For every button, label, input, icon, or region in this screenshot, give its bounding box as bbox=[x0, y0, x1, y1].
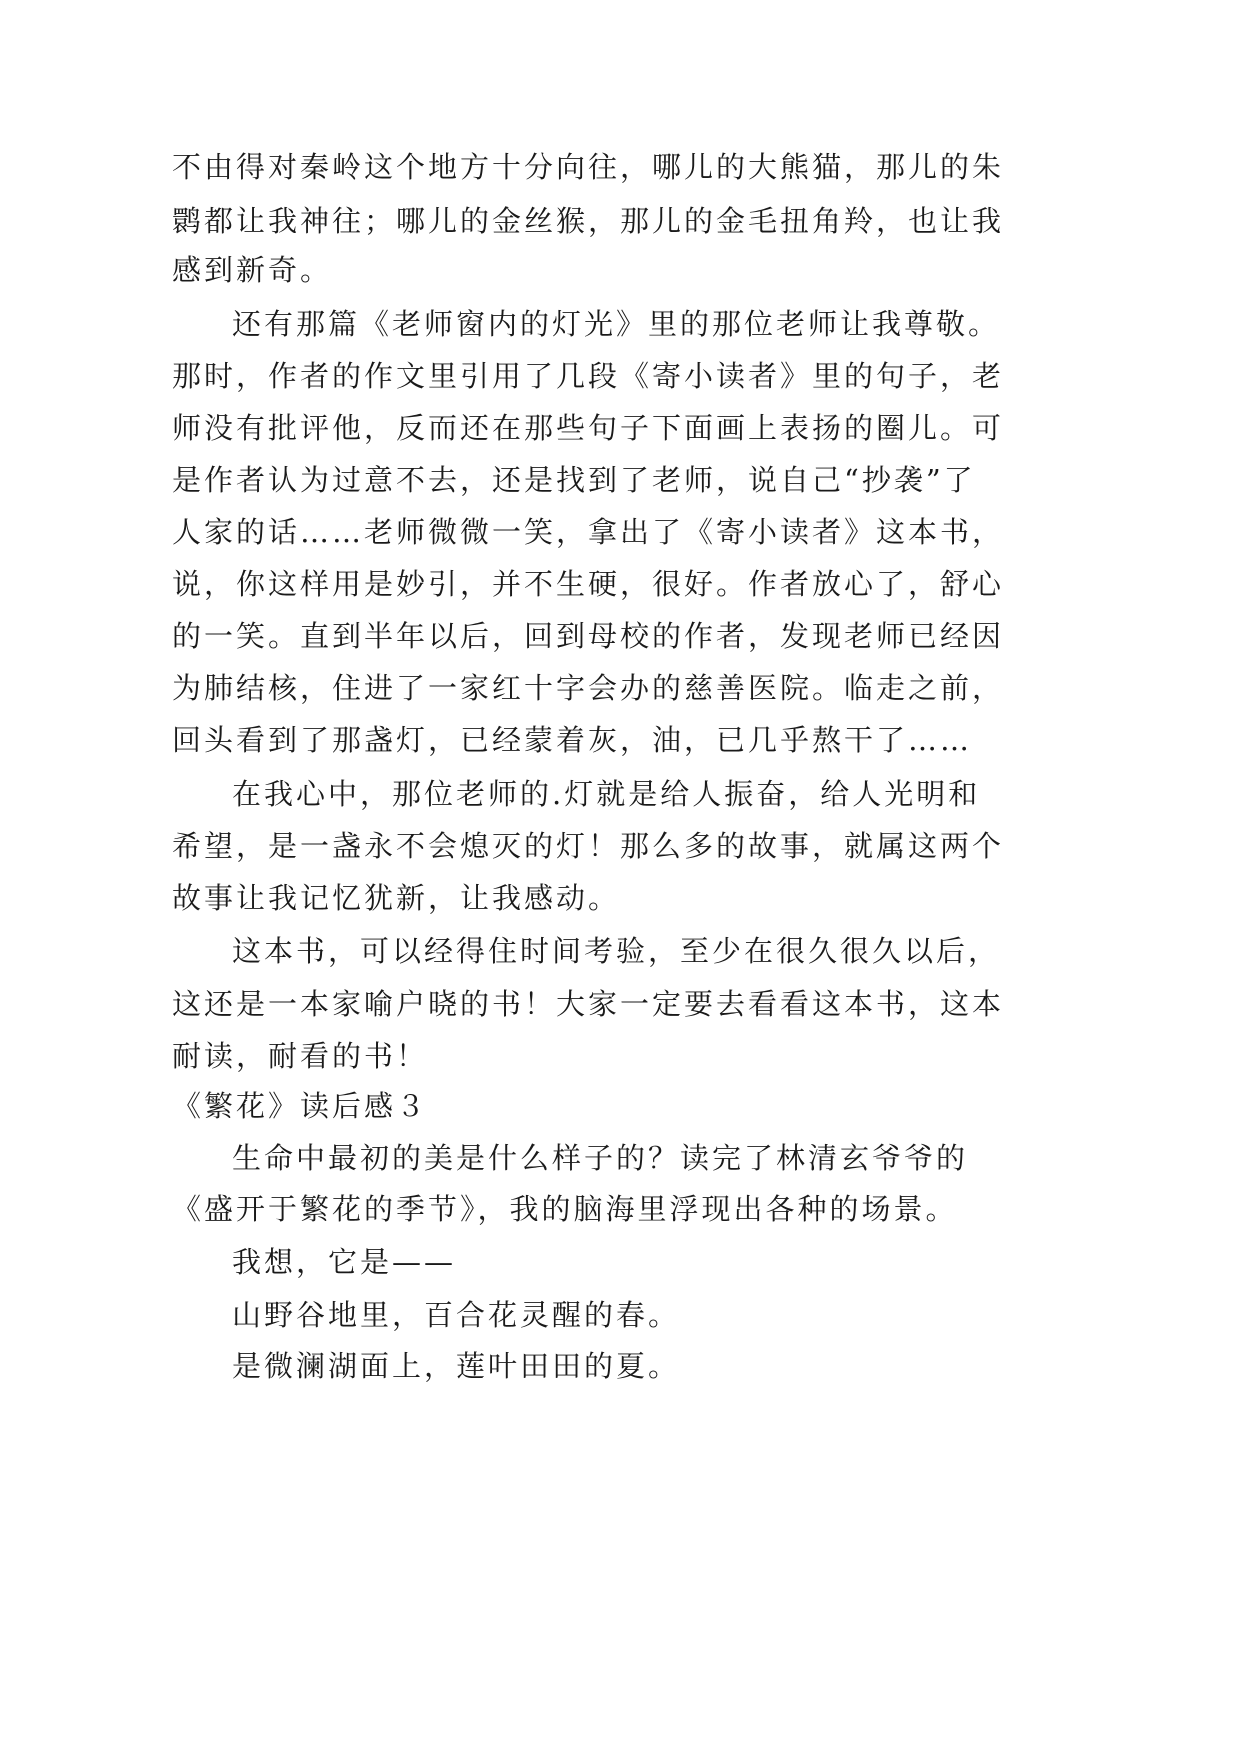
text-line: 不由得对秦岭这个地方十分向往，哪儿的大熊猫，那儿的朱 bbox=[172, 150, 1005, 184]
text-line: 耐读，耐看的书！ bbox=[172, 1039, 429, 1073]
text-line: 故事让我记忆犹新，让我感动。 bbox=[172, 881, 621, 915]
paragraph-start-line: 我想，它是—— bbox=[232, 1245, 457, 1279]
text-line: 感到新奇。 bbox=[172, 253, 333, 287]
text-line: 回头看到了那盏灯，已经蒙着灰，油，已几乎熬干了…… bbox=[172, 723, 973, 757]
text-line: 说，你这样用是妙引，并不生硬，很好。作者放心了，舒心 bbox=[172, 567, 1005, 601]
text-line: 人家的话……老师微微一笑，拿出了《寄小读者》这本书， bbox=[172, 515, 1005, 549]
paragraph-start-line: 在我心中，那位老师的.灯就是给人振奋，给人光明和 bbox=[232, 777, 981, 811]
paragraph-start-line: 山野谷地里，百合花灵醒的春。 bbox=[232, 1298, 681, 1332]
paragraph-start-line: 这本书，可以经得住时间考验，至少在很久很久以后， bbox=[232, 934, 1001, 968]
text-line: 那时，作者的作文里引用了几段《寄小读者》里的句子，老 bbox=[172, 359, 1005, 393]
paragraph-start-line: 生命中最初的美是什么样子的？读完了林清玄爷爷的 bbox=[232, 1141, 969, 1175]
text-line: 的一笑。直到半年以后，回到母校的作者，发现老师已经因 bbox=[172, 619, 1005, 653]
text-line: 这还是一本家喻户晓的书！大家一定要去看看这本书，这本 bbox=[172, 987, 1005, 1021]
paragraph-start-line: 还有那篇《老师窗内的灯光》里的那位老师让我尊敬。 bbox=[232, 307, 1001, 341]
text-line: 《盛开于繁花的季节》，我的脑海里浮现出各种的场景。 bbox=[172, 1192, 958, 1226]
text-line: 鹮都让我神往；哪儿的金丝猴，那儿的金毛扭角羚，也让我 bbox=[172, 204, 1005, 238]
section-heading: 《繁花》读后感３ bbox=[172, 1089, 429, 1123]
text-line: 师没有批评他，反而还在那些句子下面画上表扬的圈儿。可 bbox=[172, 411, 1005, 445]
text-line: 希望，是一盏永不会熄灭的灯！那么多的故事，就属这两个 bbox=[172, 829, 1005, 863]
text-line: 为肺结核，住进了一家红十字会办的慈善医院。临走之前， bbox=[172, 671, 1005, 705]
text-line: 是作者认为过意不去，还是找到了老师，说自己“抄袭”了 bbox=[172, 463, 976, 497]
paragraph-start-line: 是微澜湖面上，莲叶田田的夏。 bbox=[232, 1349, 681, 1383]
